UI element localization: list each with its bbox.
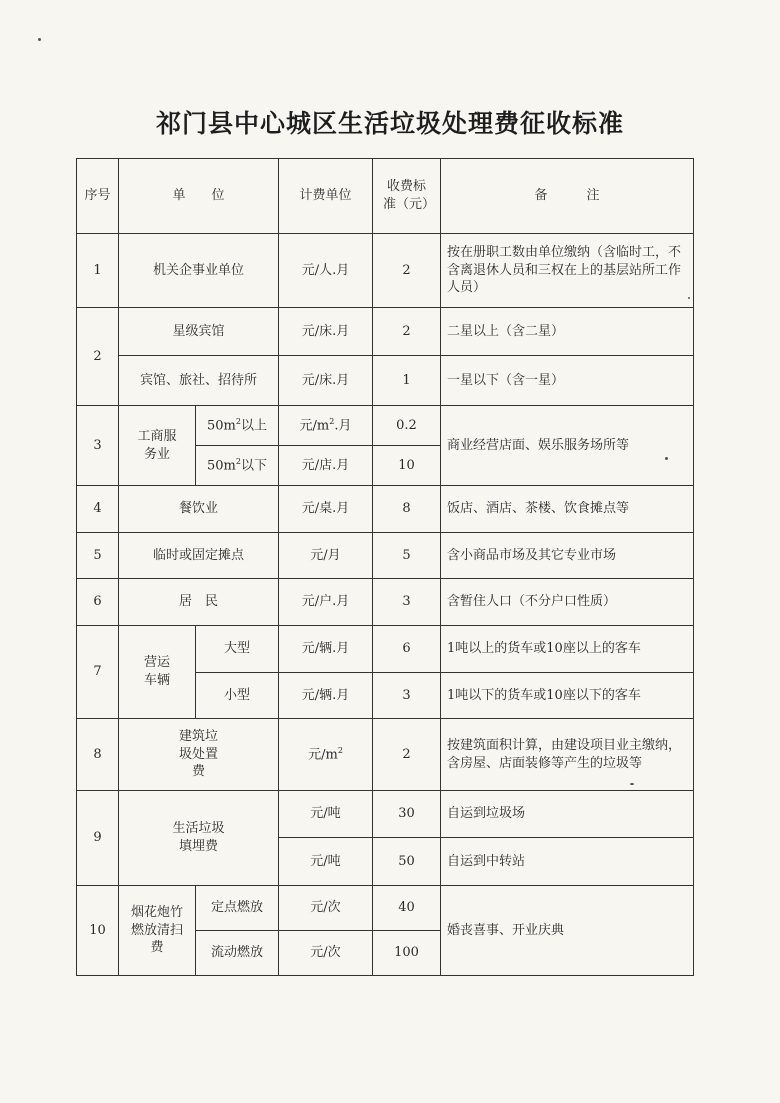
table-row: [77, 533, 694, 579]
row-index: 9: [77, 791, 119, 886]
row-index: 10: [77, 886, 119, 976]
row-note: 含暂住人口（不分户口性质）: [441, 579, 694, 626]
table-row: [77, 234, 694, 308]
row-billing: 元/吨: [279, 791, 373, 838]
header-standard: 收费标准（元）: [373, 159, 441, 234]
row-fee: 5: [373, 533, 441, 579]
row-fee: 2: [373, 719, 441, 791]
row-billing: 元/月: [279, 533, 373, 579]
row-subunit: 小型: [196, 673, 279, 719]
row-billing: 元/次: [279, 886, 373, 931]
row-note: 婚丧喜事、开业庆典: [441, 886, 694, 976]
table-row: [77, 406, 694, 446]
row-billing: 元/户.月: [279, 579, 373, 626]
row-subunit: 大型: [196, 626, 279, 673]
header-row: [77, 159, 694, 234]
row-fee: 100: [373, 931, 441, 976]
row-fee: 2: [373, 308, 441, 356]
row-billing: 元$/m^2$: [279, 719, 373, 791]
row-index: 3: [77, 406, 119, 486]
row-subunit: 流动燃放: [196, 931, 279, 976]
table-row: [77, 486, 694, 533]
scan-speck: [688, 297, 690, 299]
row-note: 按建筑面积计算，由建设项目业主缴纳，含房屋、店面装修等产生的垃圾等: [441, 719, 694, 791]
row-unit: 生活垃圾填埋费: [119, 791, 279, 886]
row-billing: 元/吨: [279, 838, 373, 886]
row-fee: 8: [373, 486, 441, 533]
row-fee: 6: [373, 626, 441, 673]
row-billing: 元/人.月: [279, 234, 373, 308]
table-row: [77, 886, 694, 931]
row-billing: 元/辆.月: [279, 626, 373, 673]
row-unit: 星级宾馆: [119, 308, 279, 356]
row-note: 饭店、酒店、茶楼、饮食摊点等: [441, 486, 694, 533]
row-fee: 1: [373, 356, 441, 406]
table-row: [77, 626, 694, 673]
row-note: 自运到中转站: [441, 838, 694, 886]
fee-standard-table: [76, 158, 694, 976]
row-billing: 元/次: [279, 931, 373, 976]
row-billing: 元/床.月: [279, 356, 373, 406]
row-index: 2: [77, 308, 119, 406]
row-unit: 机关企事业单位: [119, 234, 279, 308]
row-subunit: 定点燃放: [196, 886, 279, 931]
row-unit: 餐饮业: [119, 486, 279, 533]
row-fee: 30: [373, 791, 441, 838]
table-row: [77, 308, 694, 356]
table-row: [77, 579, 694, 626]
row-fee: 10: [373, 446, 441, 486]
row-fee: 2: [373, 234, 441, 308]
row-note: 二星以上（含二星）: [441, 308, 694, 356]
row-fee: 3: [373, 673, 441, 719]
row-unit: 居 民: [119, 579, 279, 626]
row-billing: 元/桌.月: [279, 486, 373, 533]
row-note: 自运到垃圾场: [441, 791, 694, 838]
row-index: 7: [77, 626, 119, 719]
scan-speck: [665, 457, 668, 460]
row-group: 营运车辆: [119, 626, 196, 719]
row-index: 6: [77, 579, 119, 626]
table-row: [77, 719, 694, 791]
row-fee: 0.2: [373, 406, 441, 446]
header-billing-unit: 计费单位: [279, 159, 373, 234]
row-note: 一星以下（含一星）: [441, 356, 694, 406]
row-billing: 元/床.月: [279, 308, 373, 356]
scan-speck: [630, 783, 634, 785]
table-row: [77, 791, 694, 838]
row-index: 4: [77, 486, 119, 533]
row-unit: 建筑垃圾处置费: [119, 719, 279, 791]
header-index: 序号: [77, 159, 119, 234]
header-unit: 单 位: [119, 159, 279, 234]
row-fee: 3: [373, 579, 441, 626]
row-note: 1吨以上的货车或10座以上的客车: [441, 626, 694, 673]
row-note: 1吨以下的货车或10座以下的客车: [441, 673, 694, 719]
row-note: 含小商品市场及其它专业市场: [441, 533, 694, 579]
row-group: 工商服务业: [119, 406, 196, 486]
scan-speck: [38, 38, 41, 41]
row-index: 1: [77, 234, 119, 308]
row-group: 烟花炮竹燃放清扫费: [119, 886, 196, 976]
page-title: 祁门县中心城区生活垃圾处理费征收标准: [155, 109, 624, 138]
header-remarks: 备 注: [441, 159, 694, 234]
row-subunit: $50m^2$以下: [196, 446, 279, 486]
row-note: 商业经营店面、娱乐服务场所等: [441, 406, 694, 486]
row-billing: 元/辆.月: [279, 673, 373, 719]
table-row: [77, 356, 694, 406]
row-subunit: $50m^2$以上: [196, 406, 279, 446]
row-unit: 宾馆、旅社、招待所: [119, 356, 279, 406]
row-fee: 50: [373, 838, 441, 886]
row-billing: 元$/m^2$.月: [279, 406, 373, 446]
row-note: 按在册职工数由单位缴纳（含临时工，不含离退休人员和三权在上的基层站所工作人员）: [441, 234, 694, 308]
row-index: 5: [77, 533, 119, 579]
row-unit: 临时或固定摊点: [119, 533, 279, 579]
row-billing: 元/店.月: [279, 446, 373, 486]
row-fee: 40: [373, 886, 441, 931]
row-index: 8: [77, 719, 119, 791]
